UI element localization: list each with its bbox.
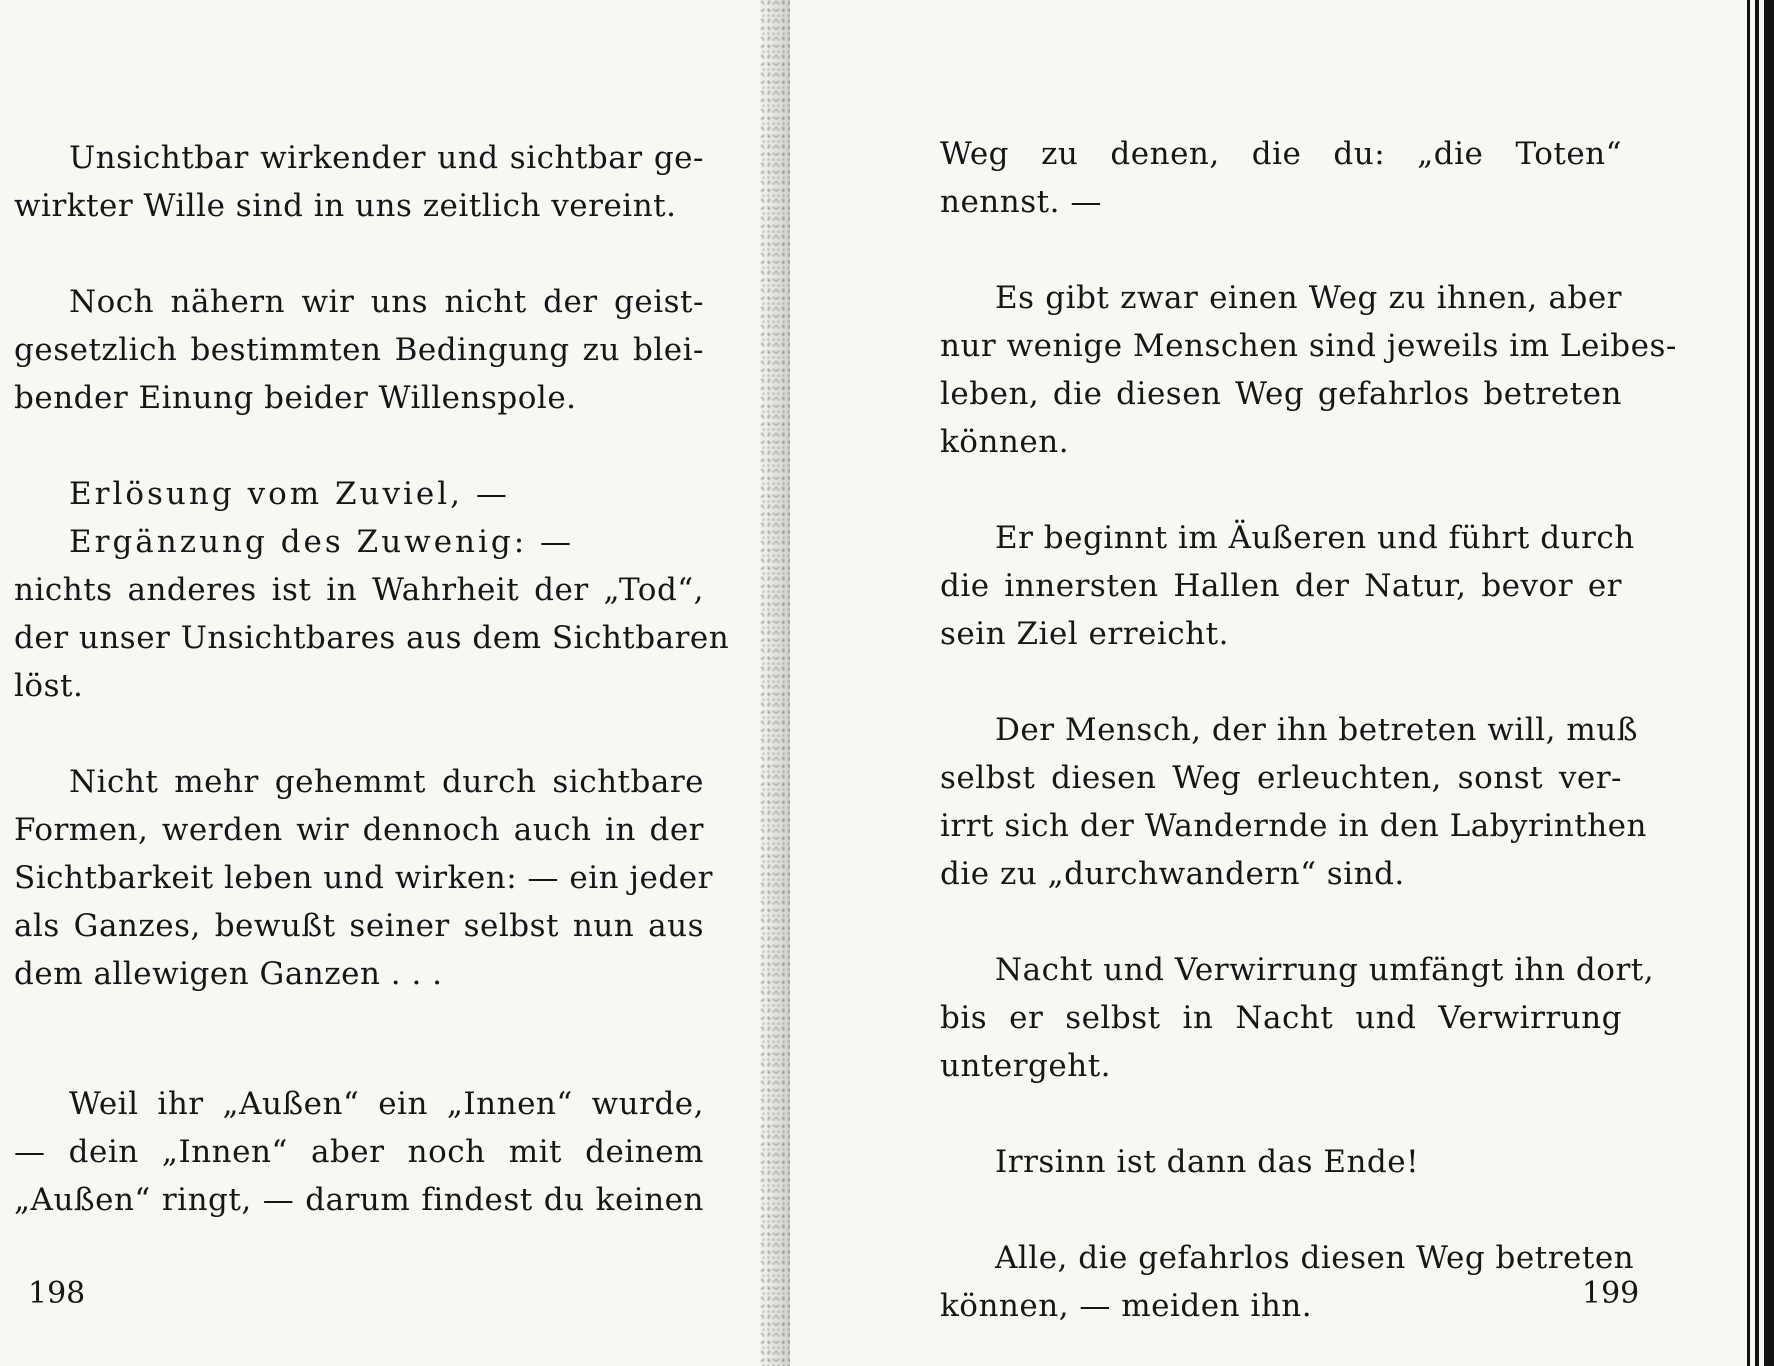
text-line: können. bbox=[940, 424, 1070, 460]
text-line: bis er selbst in Nacht und Verwirrung bbox=[940, 1000, 1622, 1036]
paragraph-gap bbox=[940, 1186, 1622, 1234]
text-line: Ergänzung des Zuwenig: — bbox=[69, 524, 575, 560]
section-gap bbox=[14, 998, 704, 1080]
text-line: sein Ziel erreicht. bbox=[940, 616, 1229, 652]
left-page bbox=[0, 0, 760, 1366]
paragraph bbox=[14, 278, 704, 422]
text-line: Nicht mehr gehemmt durch sichtbare bbox=[69, 764, 704, 800]
page-edge-line bbox=[1764, 0, 1774, 1366]
text-line: Noch nähern wir uns nicht der geist- bbox=[69, 284, 704, 320]
text-line: leben, die diesen Weg gefahrlos betreten bbox=[940, 376, 1622, 412]
text-line: Weil ihr „Außen“ ein „Innen“ wurde, bbox=[69, 1086, 704, 1122]
text-line: nur wenige Menschen sind jeweils im Leibes- bbox=[940, 328, 1677, 364]
paragraph bbox=[940, 706, 1647, 898]
right-page-text bbox=[940, 130, 1677, 1330]
text-line: selbst diesen Weg erleuchten, sonst ver- bbox=[940, 760, 1622, 796]
text-line: die zu „durchwandern“ sind. bbox=[940, 856, 1405, 892]
paragraph bbox=[940, 130, 1622, 226]
paragraph-gap bbox=[940, 466, 1622, 514]
text-line: Formen, werden wir dennoch auch in der bbox=[14, 812, 704, 848]
text-line: — dein „Innen“ aber noch mit deinem bbox=[14, 1134, 704, 1170]
text-line: Sichtbarkeit leben und wirken: — ein jeder bbox=[14, 860, 713, 896]
page-edge-line bbox=[1755, 0, 1759, 1366]
text-line: Weg zu denen, die du: „die Toten“ bbox=[940, 136, 1622, 172]
paragraph-gap bbox=[940, 1090, 1622, 1138]
paragraph bbox=[14, 1080, 704, 1224]
text-line: irrt sich der Wandernde in den Labyrinthen bbox=[940, 808, 1647, 844]
paragraph bbox=[940, 1138, 1622, 1186]
paragraph bbox=[14, 758, 713, 998]
paragraph-gap bbox=[14, 710, 704, 758]
text-line: Erlösung vom Zuviel, — bbox=[69, 476, 510, 512]
text-line: gesetzlich bestimmten Bedingung zu blei- bbox=[14, 332, 704, 368]
text-line: Der Mensch, der ihn betreten will, muß bbox=[995, 712, 1638, 748]
text-line: bender Einung beider Willenspole. bbox=[14, 380, 577, 416]
text-line: dem allewigen Ganzen . . . bbox=[14, 956, 443, 992]
text-line: „Außen“ ringt, — darum findest du keinen bbox=[14, 1182, 704, 1218]
text-line: können, — meiden ihn. bbox=[940, 1288, 1313, 1324]
text-line: untergeht. bbox=[940, 1048, 1112, 1084]
text-line: Irrsinn ist dann das Ende! bbox=[995, 1144, 1420, 1180]
text-line: wirkter Wille sind in uns zeitlich vereint. bbox=[14, 188, 677, 224]
text-line: nennst. — bbox=[940, 184, 1102, 220]
text-line: nichts anderes ist in Wahrheit der „Tod“, bbox=[14, 572, 704, 608]
page-number: 198 bbox=[28, 1276, 86, 1311]
text-line: Nacht und Verwirrung umfängt ihn dort, bbox=[995, 952, 1655, 988]
paragraph bbox=[14, 134, 704, 230]
paragraph bbox=[940, 514, 1635, 658]
paragraph-gap bbox=[940, 658, 1622, 706]
text-line: Unsichtbar wirkender und sichtbar ge- bbox=[69, 140, 704, 176]
paragraph-gap bbox=[14, 422, 704, 470]
text-line: Es gibt zwar einen Weg zu ihnen, aber bbox=[995, 280, 1622, 316]
page-edge-line bbox=[1747, 0, 1750, 1366]
paragraph-gap bbox=[940, 226, 1622, 274]
text-line: der unser Unsichtbares aus dem Sichtbaren bbox=[14, 620, 730, 656]
text-line: Er beginnt im Äußeren und führt durch bbox=[995, 520, 1635, 556]
paragraph-gap bbox=[14, 230, 704, 278]
text-line: die innersten Hallen der Natur, bevor er bbox=[940, 568, 1622, 604]
paragraph-gap bbox=[940, 898, 1622, 946]
text-line: als Ganzes, bewußt seiner selbst nun aus bbox=[14, 908, 704, 944]
paragraph bbox=[940, 946, 1655, 1090]
text-line: löst. bbox=[14, 668, 84, 704]
left-page-text bbox=[14, 134, 730, 1224]
paragraph bbox=[14, 470, 730, 710]
paragraph bbox=[940, 274, 1677, 466]
text-line: Alle, die gefahrlos diesen Weg betreten bbox=[995, 1240, 1635, 1276]
paragraph bbox=[940, 1234, 1635, 1330]
page-number: 199 bbox=[1582, 1276, 1640, 1311]
